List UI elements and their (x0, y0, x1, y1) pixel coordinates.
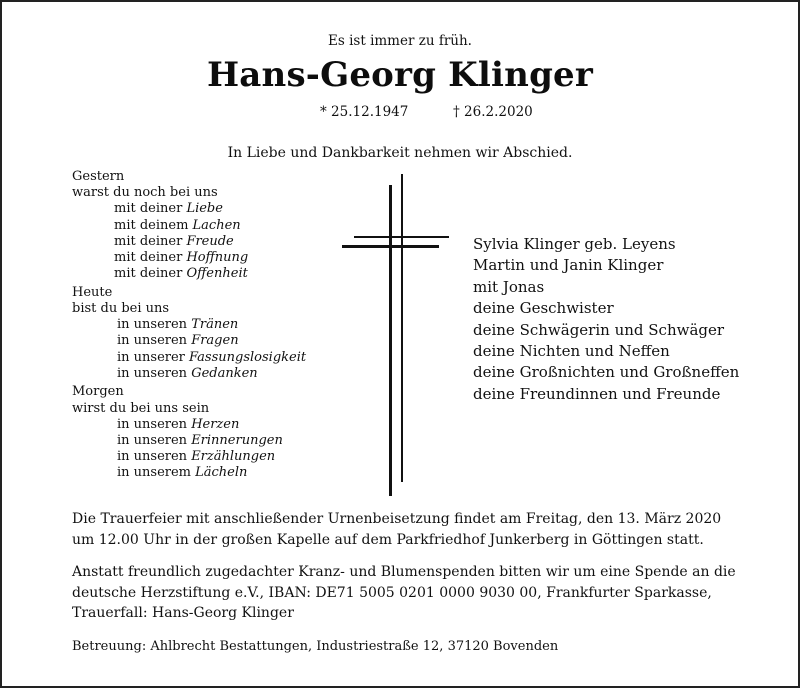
poem-line: Heute (72, 284, 113, 300)
mourner-line: Sylvia Klinger geb. Leyens (473, 235, 676, 253)
poem-line: bist du bei uns (72, 301, 170, 316)
poem-emphasis: Herzen (191, 416, 240, 432)
mourner-line: Martin und Janin Klinger (473, 256, 664, 275)
poem-line: in unseren Erzählungen (117, 449, 276, 465)
donation-line: Anstatt freundlich zugedachter Kranz- und Blumenspenden bitten wir um eine Spende an die (72, 564, 736, 580)
poem (72, 169, 306, 482)
poem-line: Morgen (72, 384, 124, 400)
cross-back-vertical (401, 174, 403, 482)
poem-line: in unseren Gedanken (117, 365, 258, 381)
deceased-name: Hans-Georg Klinger (206, 55, 594, 95)
mourner-line: mit Jonas (473, 277, 545, 296)
undertaker-line: Betreuung: Ahlbrecht Bestattungen, Industriestraße 12, 37120 Bovenden (72, 639, 559, 654)
poem-line: warst du noch bei uns (72, 185, 218, 201)
poem-line: mit deiner Freude (114, 233, 234, 249)
poem-line: in unseren Erinnerungen (117, 433, 283, 448)
poem-stanza-gestern (72, 169, 306, 282)
farewell-line: In Liebe und Dankbarkeit nehmen wir Abschied. (227, 145, 573, 161)
poem-emphasis: Fragen (191, 333, 239, 349)
poem-line: mit deiner Hoffnung (114, 249, 249, 265)
poem-stanza-morgen (72, 384, 306, 481)
donation-line: Trauerfall: Hans-Georg Klinger (72, 605, 294, 621)
donation-paragraph (72, 562, 736, 624)
mourner-line: deine Geschwister (473, 299, 614, 318)
poem-line: in unserer Fassungslosigkeit (117, 349, 307, 365)
cross-main-vertical (389, 185, 392, 496)
poem-emphasis: Lachen (192, 217, 241, 233)
poem-line: mit deinem Lachen (114, 217, 241, 233)
poem-line: mit deiner Liebe (114, 201, 223, 217)
death-date: † 26.2.2020 (453, 104, 533, 120)
donation-line: deutsche Herzstiftung e.V., IBAN: DE71 5005 0201 0000 9030 00, Frankfurter Sparkasse, (72, 584, 712, 601)
poem-line: mit deiner Offenheit (114, 266, 248, 282)
mourner-line: deine Großnichten und Großneffen (473, 363, 740, 382)
mourner-line: deine Schwägerin und Schwäger (473, 320, 725, 339)
poem-line: in unserem Lächeln (117, 465, 248, 481)
birth-date: * 25.12.1947 (320, 104, 409, 120)
poem-line: Gestern (72, 169, 125, 184)
poem-line: in unseren Herzen (117, 416, 240, 432)
poem-emphasis: Tränen (191, 317, 239, 333)
cross-main-bar (342, 245, 439, 248)
poem-emphasis: Fassungslosigkeit (189, 349, 307, 365)
poem-emphasis: Gedanken (191, 365, 258, 381)
poem-emphasis: Offenheit (186, 266, 248, 282)
poem-emphasis: Erzählungen (191, 449, 276, 465)
poem-line: in unseren Fragen (117, 333, 239, 349)
ceremony-paragraph (72, 509, 721, 550)
poem-line: wirst du bei uns sein (72, 400, 210, 416)
poem-emphasis: Erinnerungen (191, 433, 283, 448)
poem-emphasis: Hoffnung (186, 249, 249, 265)
poem-emphasis: Lächeln (195, 465, 248, 481)
ceremony-line: um 12.00 Uhr in der großen Kapelle auf dem Parkfriedhof Junkerberg in Göttingen statt. (72, 531, 704, 548)
poem-emphasis: Freude (186, 233, 234, 249)
ceremony-line: Die Trauerfeier mit anschließender Urnenbeisetzung findet am Freitag, den 13. März 2020 (72, 511, 722, 527)
mourner-line: deine Freundinnen und Freunde (473, 384, 721, 403)
poem-emphasis: Liebe (186, 201, 223, 217)
poem-line: in unseren Tränen (117, 317, 239, 333)
intro-line: Es ist immer zu früh. (328, 33, 472, 49)
poem-stanza-heute (72, 285, 306, 382)
mourner-line: deine Nichten und Neffen (473, 341, 670, 360)
mourners-list (473, 234, 739, 405)
cross-back-bar (354, 236, 449, 238)
